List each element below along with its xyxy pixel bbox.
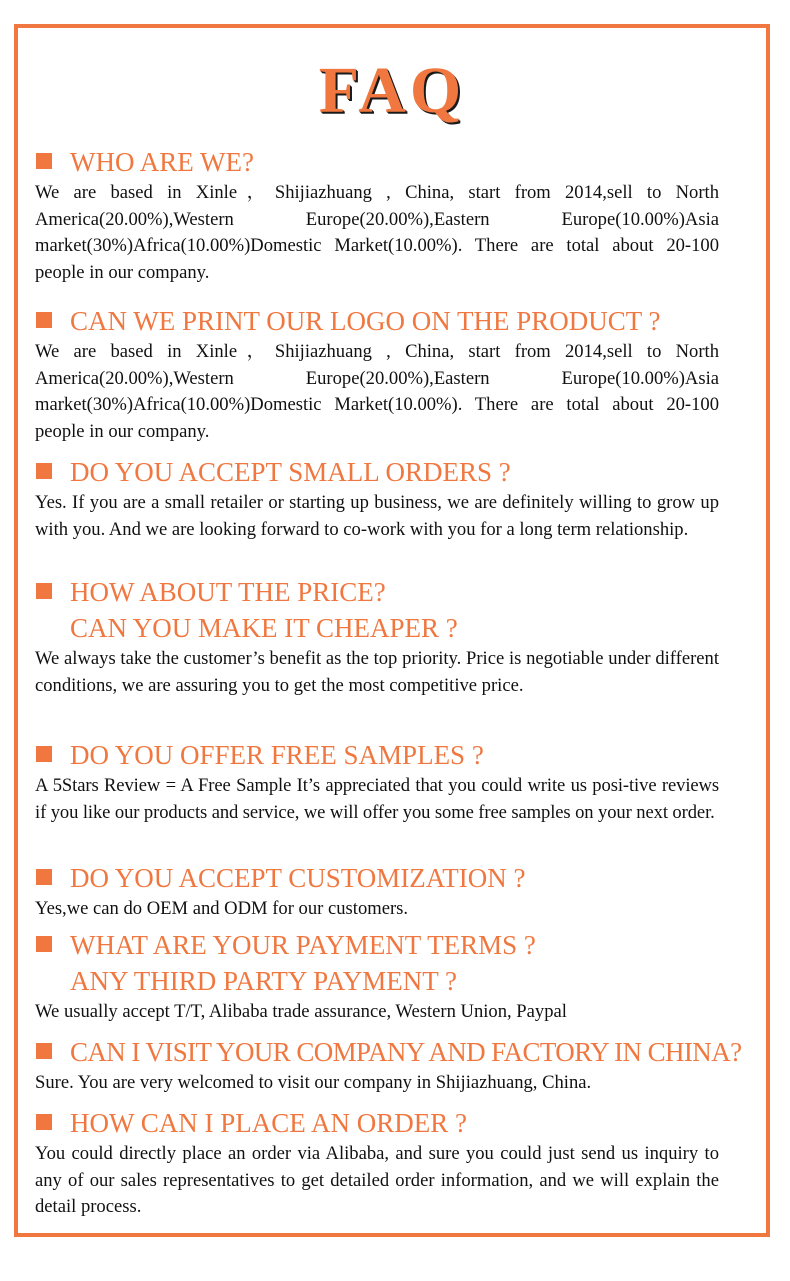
faq-item-place-order (35, 1105, 719, 1221)
question-line: HOW CAN I PLACE AN ORDER ? (70, 1108, 467, 1138)
faq-question (35, 303, 719, 339)
faq-item-customization (35, 860, 719, 923)
question-line: CAN YOU MAKE IT CHEAPER ? (70, 613, 458, 643)
faq-question (35, 860, 719, 896)
square-bullet-icon (36, 583, 52, 599)
faq-item-visit-factory (35, 1034, 742, 1097)
faq-answer: We are based in Xinle，Shijiazhuang , China, start from 2014,sell to North America(20.00%),Western Europe(20.00%),Eastern Europe(10.00%)Asia market(30%)Africa(10.00%)Domestic Market(10.00%). There are total about 20-100 people in our company. (35, 182, 719, 283)
square-bullet-icon (36, 312, 52, 328)
square-bullet-icon (36, 746, 52, 762)
faq-question (35, 927, 719, 999)
faq-item-who-are-we (35, 144, 719, 286)
faq-item-free-samples (35, 737, 719, 826)
faq-frame (14, 24, 770, 1237)
page-title: FAQ (318, 54, 466, 127)
faq-answer: Sure. You are very welcomed to visit our company in Shijiazhuang, China. (35, 1072, 592, 1093)
square-bullet-icon (36, 936, 52, 952)
question-line: WHAT ARE YOUR PAYMENT TERMS ? (70, 930, 536, 960)
faq-question (35, 454, 719, 490)
square-bullet-icon (36, 1043, 52, 1059)
faq-answer: Yes,we can do OEM and ODM for our customers. (35, 898, 409, 919)
question-line: ANY THIRD PARTY PAYMENT ? (70, 966, 457, 996)
question-line: DO YOU OFFER FREE SAMPLES ? (70, 740, 484, 770)
faq-question (35, 1105, 719, 1141)
faq-answer: Yes. If you are a small retailer or starting up business, we are definitely willing to grow up with you. And we are looking forward to co-work with you for a long term relationship. (35, 492, 719, 540)
square-bullet-icon (36, 1114, 52, 1130)
faq-item-payment-terms (35, 927, 719, 1026)
faq-question (35, 737, 719, 773)
question-line: DO YOU ACCEPT CUSTOMIZATION ? (70, 863, 526, 893)
faq-answer: A 5Stars Review = A Free Sample It’s appreciated that you could write us posi-tive reviews if you like our products and service, we will offer you some free samples on your next order. (35, 775, 719, 823)
faq-answer: We always take the customer’s benefit as the top priority. Price is negotiable under different conditions, we are assuring you to get the most competitive price. (35, 648, 719, 696)
faq-item-print-logo (35, 303, 719, 445)
faq-question (35, 1034, 742, 1070)
question-line: HOW ABOUT THE PRICE? (70, 577, 386, 607)
faq-answer: We are based in Xinle，Shijiazhuang , China, start from 2014,sell to North America(20.00%),Western Europe(20.00%),Eastern Europe(10.00%)Asia market(30%)Africa(10.00%)Domestic Market(10.00%). There are total about 20-100 people in our company. (35, 341, 719, 442)
faq-answer: We usually accept T/T, Alibaba trade assurance, Western Union, Paypal (35, 1001, 567, 1022)
question-line: CAN WE PRINT OUR LOGO ON THE PRODUCT ? (70, 306, 661, 336)
question-line: DO YOU ACCEPT SMALL ORDERS ? (70, 457, 511, 487)
faq-item-small-orders (35, 454, 719, 543)
faq-answer: You could directly place an order via Alibaba, and sure you could just send us inquiry to any of our sales representatives to get detailed order information, and we will explain the detail process. (35, 1143, 719, 1217)
square-bullet-icon (36, 463, 52, 479)
square-bullet-icon (36, 153, 52, 169)
question-line: CAN I VISIT YOUR COMPANY AND FACTORY IN CHINA? (70, 1037, 742, 1067)
question-line: WHO ARE WE? (70, 147, 254, 177)
faq-item-price (35, 574, 719, 699)
square-bullet-icon (36, 869, 52, 885)
faq-question (35, 574, 719, 646)
faq-question (35, 144, 719, 180)
